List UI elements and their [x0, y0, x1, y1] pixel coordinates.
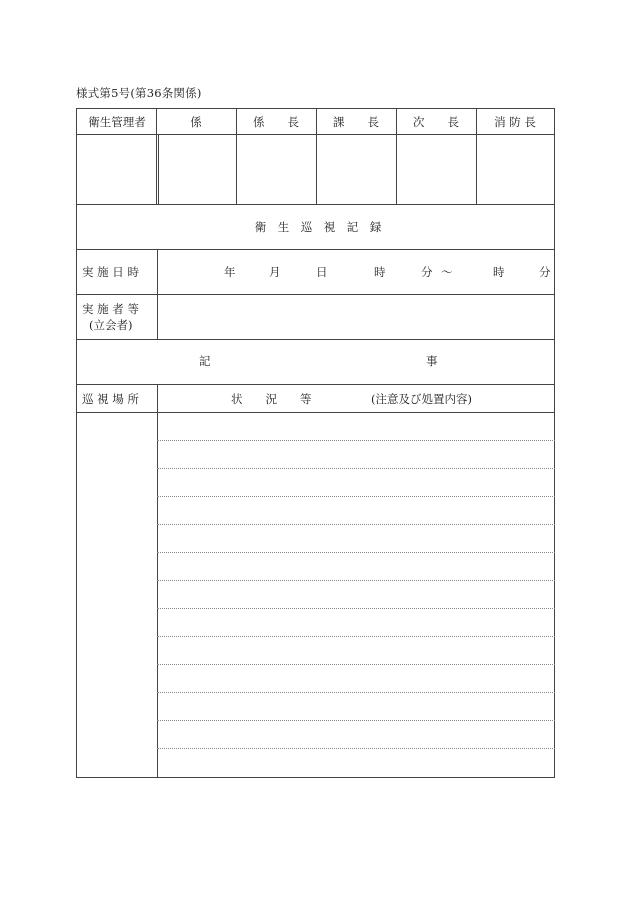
rule-approval-bottom — [77, 204, 554, 205]
approval-label-staff: 係 — [190, 115, 202, 129]
rule-approval-col-1-double — [158, 134, 159, 204]
rule-approval-col-5 — [476, 109, 477, 204]
rule-approval-col-2 — [236, 109, 237, 204]
date-month-unit: 月 — [269, 265, 281, 279]
approval-label-section-manager: 課 長 — [333, 115, 379, 129]
approval-label-chief: 係 長 — [253, 115, 299, 129]
range-tilde: 〜 — [441, 265, 453, 279]
record-line — [157, 440, 555, 441]
record-line — [157, 664, 555, 665]
record-line — [157, 524, 555, 525]
record-line — [157, 496, 555, 497]
rule-approval-col-1 — [156, 109, 157, 204]
rule-kiji-bottom — [77, 384, 554, 385]
record-line — [157, 748, 555, 749]
person-row-label: 実 施 者 等 — [82, 302, 139, 316]
approval-label-fire-chief: 消 防 長 — [494, 115, 536, 129]
approval-label-deputy: 次 長 — [413, 115, 459, 129]
record-line — [157, 608, 555, 609]
record-line — [157, 552, 555, 553]
status-note-header: (注意及び処置内容) — [371, 392, 472, 406]
rule-title-bottom — [77, 249, 554, 250]
status-header: 状 況 等 — [231, 392, 312, 406]
date-row-label: 実 施 日 時 — [82, 265, 139, 279]
rule-records-header-bottom — [77, 412, 554, 413]
date-day-unit: 日 — [316, 265, 328, 279]
record-line — [157, 720, 555, 721]
form-number: 様式第5号(第36条関係) — [76, 86, 202, 100]
patrol-record-form — [76, 108, 555, 778]
rule-person-bottom — [77, 339, 554, 340]
record-line — [157, 636, 555, 637]
rule-approval-col-4 — [396, 109, 397, 204]
record-line — [157, 580, 555, 581]
person-row-sublabel: (立会者) — [89, 318, 133, 332]
start-minute-unit: 分 — [421, 265, 433, 279]
rule-date-bottom — [77, 294, 554, 295]
record-line — [157, 692, 555, 693]
end-hour-unit: 時 — [493, 265, 505, 279]
kiji-right-char: 事 — [426, 354, 438, 368]
rule-approval-col-3 — [316, 109, 317, 204]
date-year-unit: 年 — [224, 265, 236, 279]
form-title: 衛 生 巡 視 記 録 — [254, 220, 382, 234]
kiji-left-char: 記 — [199, 354, 211, 368]
record-line — [157, 468, 555, 469]
patrol-place-header: 巡 視 場 所 — [82, 392, 139, 406]
approval-label-hygiene-manager: 衛生管理者 — [88, 115, 146, 129]
end-minute-unit: 分 — [539, 265, 551, 279]
rule-label-col-upper — [157, 249, 158, 339]
start-hour-unit: 時 — [374, 265, 386, 279]
